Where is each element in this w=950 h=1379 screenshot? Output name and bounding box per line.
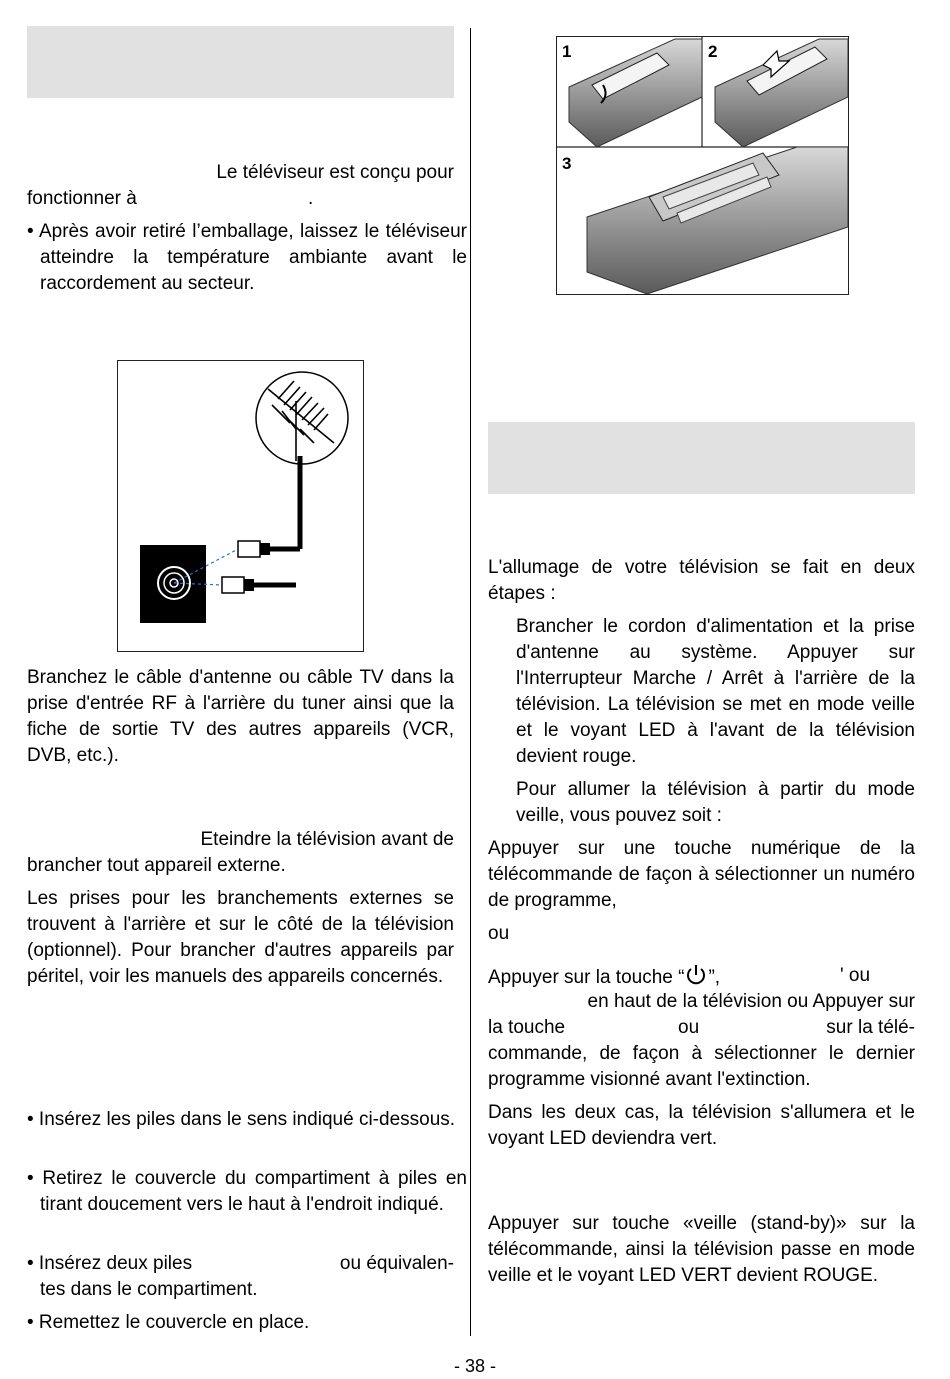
external-fragment: Eteindre la télévision avant de (200, 829, 454, 850)
power-intro: L'allumage de votre télévision se fait en deux étapes : (488, 557, 915, 604)
battery-bullet-1: • Insérez les piles dans le sens indiqué ci-dessous. (27, 1109, 456, 1130)
intro-line2-tail: . (308, 188, 314, 209)
battery-bullet-4: • Remettez le couvercle en place. (27, 1312, 310, 1333)
press-g: sur la télé- (826, 1017, 915, 1038)
step-1: Brancher le cordon d'alimentation et la prise d'antenne au système. Appuyer sur l'Interrupteur Marche / Arrêt à l'arrière de la télévision. La télévision se met en mode veille et le voyant LED à l'avant de la télévision devient rouge. (516, 616, 915, 767)
press-a: Appuyer sur la touche “ (488, 967, 685, 988)
standby-text: Appuyer sur touche «veille (stand-by)» sur la télécommande, ainsi la télévision passe en mode veille et le voyant LED VERT devient ROUGE. (488, 1213, 915, 1286)
battery-two-b: ou équivalen- (339, 1253, 454, 1274)
section-header-box-right (488, 422, 915, 494)
press-f: ou (678, 1017, 700, 1038)
both-cases-text: Dans les deux cas, la télévision s'allumera et le voyant LED deviendra vert. (488, 1102, 915, 1149)
press-line-3 (488, 1015, 915, 1041)
press-e: la touche (488, 1017, 566, 1038)
page-number: - 38 - (453, 1356, 496, 1376)
figure-label-1: 1 (562, 42, 572, 61)
section-header-box-left (27, 26, 454, 98)
step-2: Pour allumer la télévision à partir du mode veille, vous pouvez soit : (516, 779, 915, 826)
press-b: ”, (708, 967, 721, 988)
battery-figure (556, 36, 849, 295)
figure-label-2: 2 (708, 42, 718, 61)
intro-line2 (27, 186, 454, 212)
or-text: ou (488, 923, 510, 944)
battery-bullet-2: • Retirez le couvercle du compartiment à piles en tirant doucement vers le haut à l'endroit indiqué. (27, 1168, 467, 1215)
intro-fragment: Le téléviseur est conçu pour (216, 162, 454, 183)
external-paragraph: Les prises pour les branchements externes se trouvent à l'arrière et sur le côté de la télévision (optionnel). Pour brancher d'autres appareils par péritel, voir les manuels des appareils concernés. (27, 888, 454, 987)
intro-line2-text: fonctionner à (27, 188, 137, 209)
press-c: ' ou (840, 965, 871, 986)
battery-bullet-3-line2: tes dans le compartiment. (40, 1279, 258, 1300)
antenna-connection-illustration (117, 360, 364, 652)
battery-two-a: • Insérez deux piles (27, 1253, 193, 1274)
press-line-2: en haut de la télévision ou Appuyer sur (587, 991, 915, 1012)
external-line2: brancher tout appareil externe. (27, 855, 286, 876)
numeric-key-text: Appuyer sur une touche numérique de la télécommande de façon à sélectionner un numéro de programme, (488, 838, 915, 911)
bullet-unpack: • Après avoir retiré l’emballage, laissez le téléviseur atteindre la température ambiante avant le raccordement au secteur. (27, 221, 467, 294)
antenna-paragraph: Branchez le câble d'antenne ou câble TV dans la prise d'entrée RF à l'arrière du tuner ainsi que la fiche de sortie TV des autres appareils (VCR, DVB, etc.). (27, 667, 454, 766)
press-line-4: commande, de façon à sélectionner le dernier programme visionné avant l'extinction. (488, 1043, 915, 1090)
column-divider (470, 28, 471, 1336)
battery-bullet-3-line1 (27, 1251, 454, 1277)
figure-label-3: 3 (562, 154, 572, 173)
